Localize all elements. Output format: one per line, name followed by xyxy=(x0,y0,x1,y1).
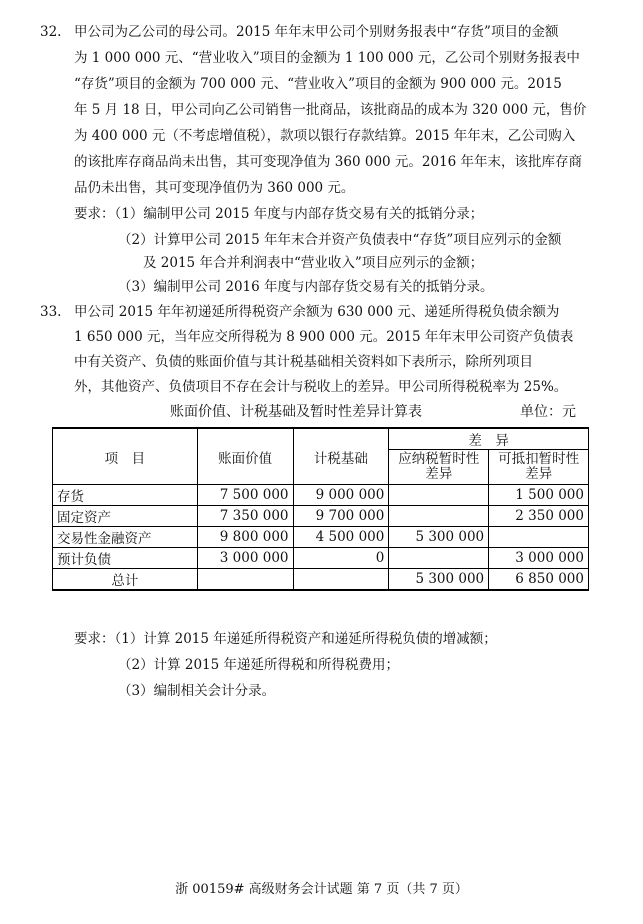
question-33-requirement-3: （3）编制相关会计分录。 xyxy=(118,683,276,699)
header-deductible-difference: 可抵扣暂时性差异 xyxy=(489,450,589,485)
row-deductible: 2 350 000 xyxy=(489,506,589,527)
question-32-requirement-3: （3）编制甲公司 2016 年度与内部存货交易有关的抵销分录。 xyxy=(118,279,494,295)
question-32-line-4: 年 5 月 18 日，甲公司向乙公司销售一批商品，该批商品的成本为 320 000 元，售价 xyxy=(74,102,587,118)
total-label: 总计 xyxy=(53,569,198,591)
question-32-requirement-2a: （2）计算甲公司 2015 年年末合并资产负债表中“存货”项目应列示的金额 xyxy=(118,232,562,248)
question-33-line-2: 1 650 000 元，当年应交所得税为 8 900 000 元。2015 年年末甲公司资产负债表 xyxy=(74,329,574,345)
row-deductible: 3 000 000 xyxy=(489,548,589,569)
header-item: 项 目 xyxy=(53,428,198,485)
row-book-value: 7 350 000 xyxy=(197,506,293,527)
header-taxable-difference: 应纳税暂时性差异 xyxy=(389,450,489,485)
question-32-line-2: 为 1 000 000 元、“营业收入”项目的金额为 1 100 000 元，乙公司个别财务报表中 xyxy=(74,50,580,66)
table-row xyxy=(53,527,589,548)
row-taxable xyxy=(389,548,489,569)
table-title: 账面价值、计税基础及暂时性差异计算表 xyxy=(170,404,422,420)
table-row xyxy=(53,548,589,569)
total-tax-base xyxy=(293,569,389,591)
row-tax-base: 9 700 000 xyxy=(293,506,389,527)
row-book-value: 3 000 000 xyxy=(197,548,293,569)
question-32-line-3: “存货”项目的金额为 700 000 元、“营业收入”项目的金额为 900 000 元。2015 xyxy=(74,76,562,92)
row-deductible xyxy=(489,527,589,548)
total-deductible: 6 850 000 xyxy=(489,569,589,591)
table-header-row xyxy=(53,428,589,450)
table-row xyxy=(53,485,589,506)
total-taxable: 5 300 000 xyxy=(389,569,489,591)
question-32-line-1: 甲公司为乙公司的母公司。2015 年年末甲公司个别财务报表中“存货”项目的金额 xyxy=(74,24,559,40)
question-33-line-1: 甲公司 2015 年年初递延所得税资产余额为 630 000 元、递延所得税负债余额为 xyxy=(74,304,560,320)
row-taxable xyxy=(389,506,489,527)
row-tax-base: 4 500 000 xyxy=(293,527,389,548)
row-taxable xyxy=(389,485,489,506)
question-32-line-7: 品仍未出售，其可变现净值仍为 360 000 元。 xyxy=(74,180,355,196)
question-33-line-4: 外，其他资产、负债项目不存在会计与税收上的差异。甲公司所得税税率为 25%。 xyxy=(74,379,568,395)
question-32-requirement-1: 要求：（1）编制甲公司 2015 年度与内部存货交易有关的抵销分录； xyxy=(74,206,484,222)
row-tax-base: 9 000 000 xyxy=(293,485,389,506)
row-book-value: 9 800 000 xyxy=(197,527,293,548)
question-33-number: 33. xyxy=(40,304,62,320)
header-difference: 差 异 xyxy=(389,428,589,450)
header-book-value: 账面价值 xyxy=(197,428,293,485)
temporary-difference-table xyxy=(52,427,589,591)
row-item: 交易性金融资产 xyxy=(53,527,198,548)
total-book-value xyxy=(197,569,293,591)
question-33-requirement-1: 要求：（1）计算 2015 年递延所得税资产和递延所得税负债的增减额； xyxy=(74,631,497,647)
question-32-requirement-2b: 及 2015 年合并利润表中“营业收入”项目应列示的金额； xyxy=(143,255,484,271)
row-item: 存货 xyxy=(53,485,198,506)
question-32-number: 32. xyxy=(40,24,62,40)
question-32-line-6: 的该批库存商品尚未出售，其可变现净值为 360 000 元。2016 年年末，该批库存商 xyxy=(74,154,583,170)
row-deductible: 1 500 000 xyxy=(489,485,589,506)
table-total-row xyxy=(53,569,589,591)
page-footer: 浙 00159# 高级财务会计试题 第 7 页（共 7 页） xyxy=(175,882,468,897)
table-unit: 单位：元 xyxy=(520,404,576,420)
row-taxable: 5 300 000 xyxy=(389,527,489,548)
row-item: 预计负债 xyxy=(53,548,198,569)
row-tax-base: 0 xyxy=(293,548,389,569)
row-item: 固定资产 xyxy=(53,506,198,527)
question-33-requirement-2: （2）计算 2015 年递延所得税和所得税费用； xyxy=(118,657,400,673)
header-tax-base: 计税基础 xyxy=(293,428,389,485)
question-32-line-5: 为 400 000 元（不考虑增值税），款项以银行存款结算。2015 年年末，乙公司购入 xyxy=(74,128,576,144)
table-row xyxy=(53,506,589,527)
row-book-value: 7 500 000 xyxy=(197,485,293,506)
question-33-line-3: 中有关资产、负债的账面价值与其计税基础相关资料如下表所示，除所列项目 xyxy=(74,354,533,370)
